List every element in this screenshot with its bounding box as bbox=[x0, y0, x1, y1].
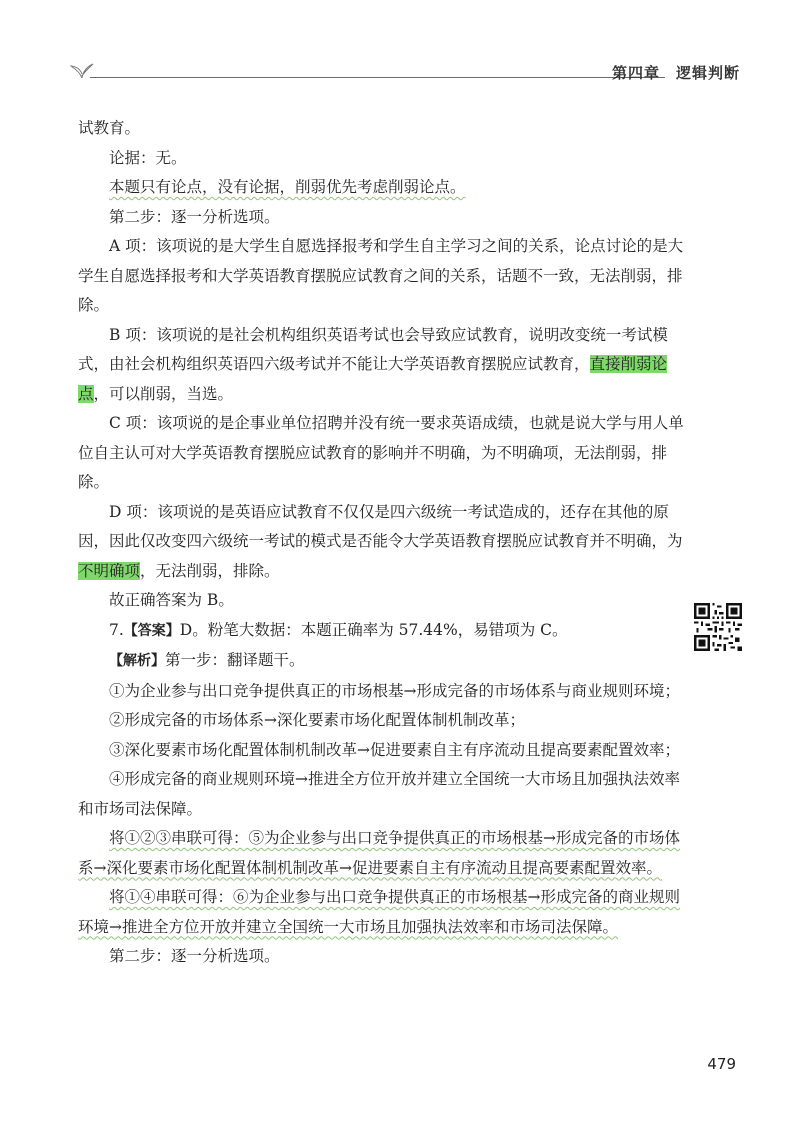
highlighted-text: 不明确项 bbox=[78, 561, 141, 580]
text-run: ，可以削弱，当选。 bbox=[93, 384, 234, 403]
answer-tag: 【答案】 bbox=[123, 622, 180, 639]
paragraph: A 项：该项说的是大学生自愿选择报考和学生自主学习之间的关系，论点讨论的是大学生自愿选择报考和大学英语教育摆脱应试教育之间的关系，话题不一致，无法削弱，排除。 bbox=[78, 237, 684, 314]
paragraph bbox=[78, 321, 686, 410]
page-number: 479 bbox=[707, 1055, 736, 1073]
wavy-underlined-text: 本题只有论点，没有论据，削弱优先考虑削弱论点。 bbox=[109, 178, 466, 196]
analysis-tag: 【解析】 bbox=[109, 653, 165, 669]
paragraph: ②形成完备的市场体系→深化要素市场化配置体制机制改革； bbox=[109, 711, 525, 729]
paragraph: 第二步：逐一分析选项。 bbox=[109, 947, 280, 965]
analysis-line bbox=[78, 646, 686, 677]
text-run: D 项：该项说的是英语应试教育不仅仅是四六级统一考试造成的，还存在其他的原因，因此仅改变四六级统一考试的模式是否能令大学英语教育摆脱应试教育并不明确，为 bbox=[78, 502, 683, 550]
paragraph: 试教育。 bbox=[78, 119, 141, 137]
text-run: B 项：该项说的是社会机构组织英语考试也会导致应试教育，说明改变统一考试模式，由社会机构组织英语四六级考试并不能让大学英语教育摆脱应试教育， bbox=[78, 325, 668, 373]
paragraph bbox=[78, 173, 686, 203]
paragraph: ①为企业参与出口竞争提供真正的市场根基→形成完备的市场体系与商业规则环境； bbox=[109, 681, 680, 700]
paragraph: ③深化要素市场化配置体制机制改革→促进要素自主有序流动且提高要素配置效率； bbox=[109, 740, 680, 759]
paragraph: 故正确答案为 B。 bbox=[109, 591, 234, 609]
chapter-title: 第四章 逻辑判断 bbox=[611, 64, 740, 82]
page-body bbox=[78, 114, 686, 972]
wavy-underlined-text: 将①②③串联可得：⑤为企业参与出口竞争提供真正的市场根基→形成完备的市场体系→深化要素市场化配置体制机制改革→促进要素自主有序流动且提高要素配置效率。 bbox=[78, 829, 680, 877]
paragraph: ④形成完备的商业规则环境→推进全方位开放并建立全国统一大市场且加强执法效率和市场司法保障。 bbox=[78, 770, 680, 818]
header-rule bbox=[90, 77, 665, 78]
paragraph: C 项：该项说的是企事业单位招聘并没有统一要求英语成绩，也就是说大学与用人单位自主认可对大学英语教育摆脱应试教育的影响并不明确，为不明确项，无法削弱，排除。 bbox=[78, 414, 684, 491]
question-number: 7. bbox=[109, 620, 124, 639]
highlighted-text: 直接削弱论点 bbox=[78, 355, 668, 403]
paragraph bbox=[78, 883, 686, 942]
paragraph: 论据：无。 bbox=[109, 148, 187, 167]
page-header bbox=[70, 62, 740, 86]
text-run: ，无法削弱，排除。 bbox=[140, 561, 280, 580]
paragraph bbox=[78, 498, 686, 587]
paragraph bbox=[78, 824, 686, 883]
paragraph: 第二步：逐一分析选项。 bbox=[109, 207, 280, 226]
text-run: 第一步：翻译题干。 bbox=[165, 651, 305, 669]
qr-code-icon[interactable] bbox=[694, 603, 742, 651]
answer-line bbox=[78, 616, 686, 647]
text-run: D。粉笔大数据：本题正确率为 57.44%，易错项为 C。 bbox=[179, 620, 568, 639]
wavy-underlined-text: 将①④串联可得：⑥为企业参与出口竞争提供真正的市场根基→形成完备的商业规则环境→推进全方位开放并建立全国统一大市场且加强执法效率和市场司法保障。 bbox=[78, 888, 680, 936]
